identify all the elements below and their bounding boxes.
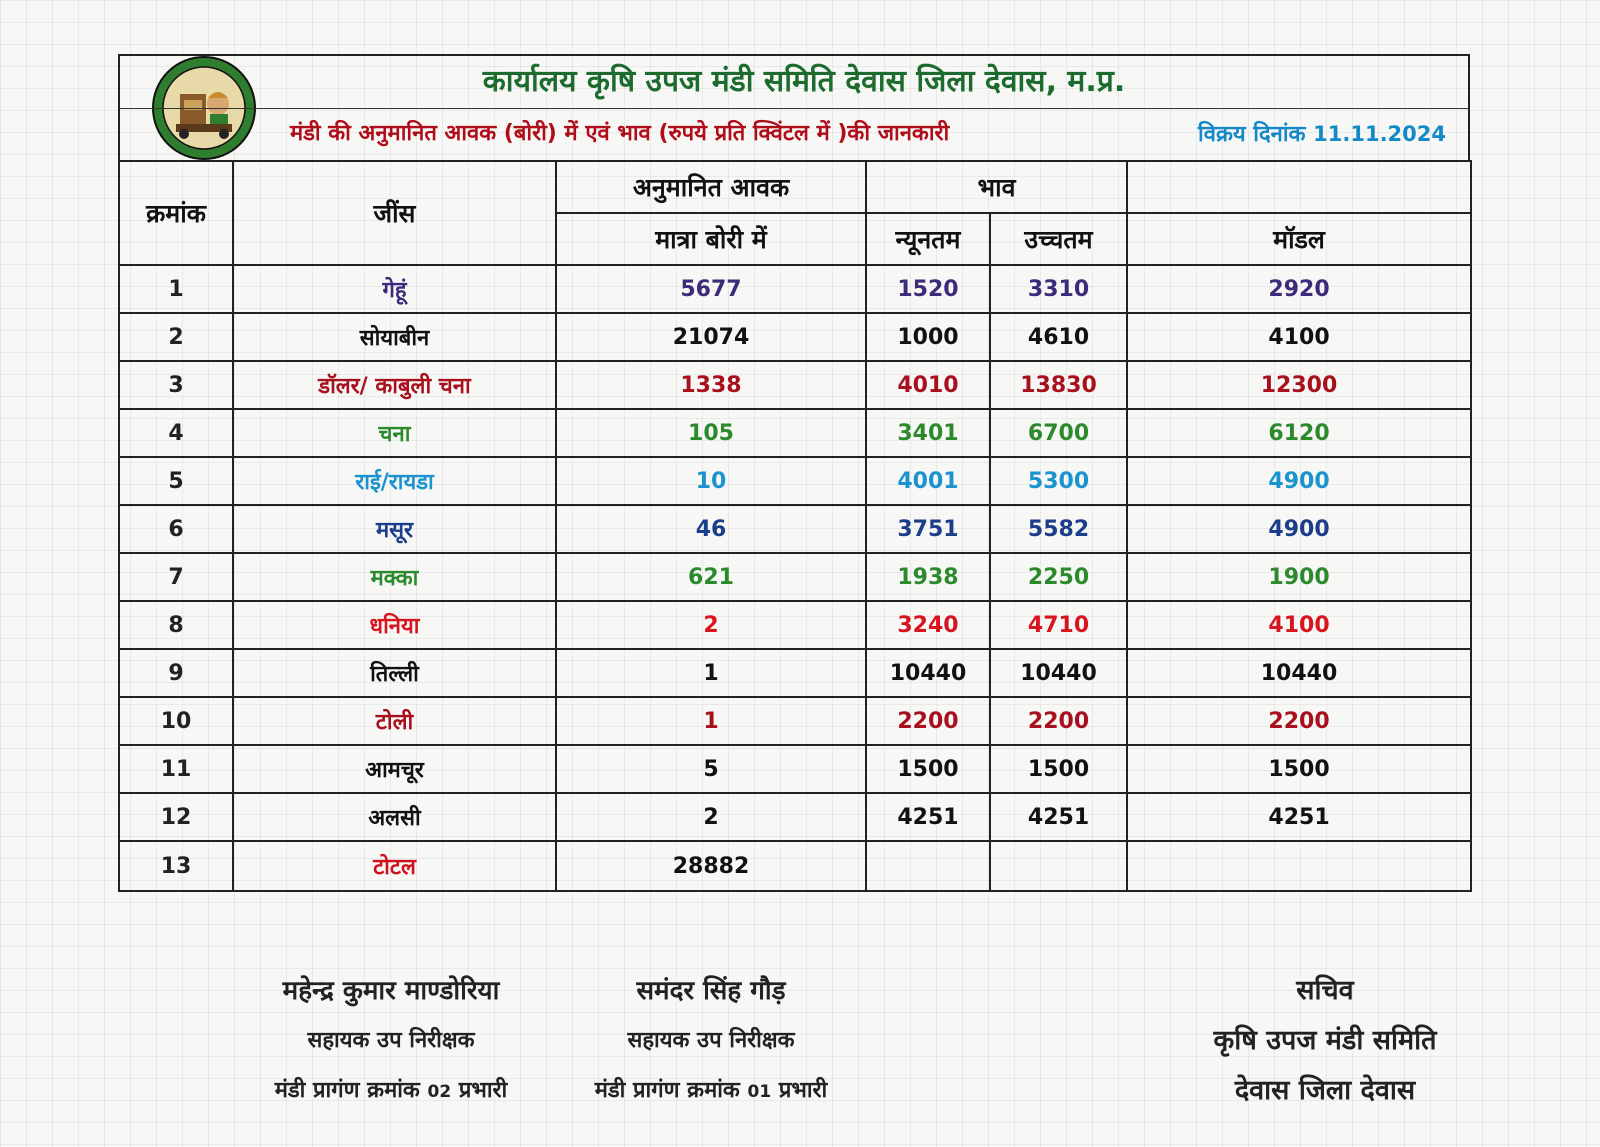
modal-price-cell: 12300 bbox=[1127, 361, 1471, 409]
serial-cell: 2 bbox=[119, 313, 233, 361]
arrival-cell: 46 bbox=[556, 505, 866, 553]
arrival-cell: 2 bbox=[556, 793, 866, 841]
max-price-cell: 3310 bbox=[990, 265, 1127, 313]
table-row bbox=[119, 265, 1471, 313]
serial-cell: 11 bbox=[119, 745, 233, 793]
commodity-cell: आमचूर bbox=[233, 745, 556, 793]
max-price-cell: 2200 bbox=[990, 697, 1127, 745]
total-arrivals: 28882 bbox=[556, 841, 866, 891]
total-serial: 13 bbox=[119, 841, 233, 891]
header-divider bbox=[120, 108, 1468, 109]
commodity-cell: मसूर bbox=[233, 505, 556, 553]
column-header-blank bbox=[1127, 161, 1471, 213]
arrival-cell: 1 bbox=[556, 649, 866, 697]
table-row bbox=[119, 697, 1471, 745]
max-price-cell: 2250 bbox=[990, 553, 1127, 601]
total-label: टोटल bbox=[233, 841, 556, 891]
modal-price-cell: 2920 bbox=[1127, 265, 1471, 313]
signatory-post bbox=[236, 1066, 546, 1116]
total-empty-cell bbox=[990, 841, 1127, 891]
modal-price-cell: 10440 bbox=[1127, 649, 1471, 697]
serial-cell: 9 bbox=[119, 649, 233, 697]
table-row bbox=[119, 601, 1471, 649]
total-empty-cell bbox=[1127, 841, 1471, 891]
arrival-cell: 1338 bbox=[556, 361, 866, 409]
min-price-cell: 3751 bbox=[866, 505, 990, 553]
serial-cell: 6 bbox=[119, 505, 233, 553]
max-price-cell: 1500 bbox=[990, 745, 1127, 793]
column-header-modal: मॉडल bbox=[1127, 213, 1471, 265]
post-number: 01 bbox=[747, 1082, 772, 1102]
commodity-cell: मक्का bbox=[233, 553, 556, 601]
serial-cell: 5 bbox=[119, 457, 233, 505]
table-row bbox=[119, 553, 1471, 601]
table-row bbox=[119, 745, 1471, 793]
post-number: 02 bbox=[427, 1082, 452, 1102]
arrival-cell: 5 bbox=[556, 745, 866, 793]
arrival-cell: 105 bbox=[556, 409, 866, 457]
table-row bbox=[119, 505, 1471, 553]
modal-price-cell: 4900 bbox=[1127, 457, 1471, 505]
commodity-cell: राई/रायडा bbox=[233, 457, 556, 505]
sheet-header bbox=[118, 54, 1470, 160]
commodity-rates-table bbox=[118, 160, 1472, 892]
signatory-post: देवास जिला देवास bbox=[1234, 1075, 1416, 1106]
signatory-name: समंदर सिंह गौड़ bbox=[636, 976, 786, 1006]
commodity-cell: सोयाबीन bbox=[233, 313, 556, 361]
max-price-cell: 13830 bbox=[990, 361, 1127, 409]
max-price-cell: 4251 bbox=[990, 793, 1127, 841]
min-price-cell: 4251 bbox=[866, 793, 990, 841]
post-suffix: प्रभारी bbox=[458, 1078, 508, 1103]
modal-price-cell: 4100 bbox=[1127, 313, 1471, 361]
min-price-cell: 4010 bbox=[866, 361, 990, 409]
commodity-cell: धनिया bbox=[233, 601, 556, 649]
total-row bbox=[119, 841, 1471, 891]
column-header-arrival-unit: मात्रा बोरी में bbox=[556, 213, 866, 265]
modal-price-cell: 2200 bbox=[1127, 697, 1471, 745]
sale-date bbox=[1198, 116, 1446, 152]
report-subtitle: मंडी की अनुमानित आवक (बोरी) में एवं भाव (रुपये प्रति क्विंटल में )की जानकारी bbox=[290, 121, 950, 146]
signatory-post bbox=[556, 1066, 866, 1116]
min-price-cell: 4001 bbox=[866, 457, 990, 505]
min-price-cell: 1000 bbox=[866, 313, 990, 361]
commodity-cell: अलसी bbox=[233, 793, 556, 841]
post-suffix: प्रभारी bbox=[778, 1078, 828, 1103]
column-header-max: उच्चतम bbox=[990, 213, 1127, 265]
max-price-cell: 10440 bbox=[990, 649, 1127, 697]
min-price-cell: 10440 bbox=[866, 649, 990, 697]
arrival-cell: 2 bbox=[556, 601, 866, 649]
column-header-price-group: भाव bbox=[866, 161, 1127, 213]
serial-cell: 4 bbox=[119, 409, 233, 457]
signature-block-secretary bbox=[1160, 966, 1490, 1116]
table-row bbox=[119, 457, 1471, 505]
signature-block-inspector-1 bbox=[236, 966, 546, 1116]
max-price-cell: 5300 bbox=[990, 457, 1127, 505]
signature-block-inspector-2 bbox=[556, 966, 866, 1116]
min-price-cell: 1500 bbox=[866, 745, 990, 793]
signatory-role: सहायक उप निरीक्षक bbox=[627, 1028, 795, 1053]
column-header-min: न्यूनतम bbox=[866, 213, 990, 265]
office-title: कार्यालय कृषि उपज मंडी समिति देवास जिला देवास, म.प्र. bbox=[482, 64, 1126, 99]
min-price-cell: 2200 bbox=[866, 697, 990, 745]
serial-cell: 12 bbox=[119, 793, 233, 841]
min-price-cell: 3401 bbox=[866, 409, 990, 457]
post-prefix: मंडी प्रागंण क्रमांक bbox=[274, 1078, 420, 1103]
column-header-commodity: जींस bbox=[233, 161, 556, 265]
table-row bbox=[119, 793, 1471, 841]
min-price-cell: 1938 bbox=[866, 553, 990, 601]
max-price-cell: 4610 bbox=[990, 313, 1127, 361]
table-row bbox=[119, 409, 1471, 457]
column-header-serial: क्रमांक bbox=[119, 161, 233, 265]
table-row bbox=[119, 313, 1471, 361]
serial-cell: 1 bbox=[119, 265, 233, 313]
max-price-cell: 6700 bbox=[990, 409, 1127, 457]
modal-price-cell: 6120 bbox=[1127, 409, 1471, 457]
modal-price-cell: 1900 bbox=[1127, 553, 1471, 601]
signatory-name: सचिव bbox=[1296, 975, 1354, 1006]
modal-price-cell: 4251 bbox=[1127, 793, 1471, 841]
modal-price-cell: 4900 bbox=[1127, 505, 1471, 553]
sale-date-label: विक्रय दिनांक bbox=[1198, 122, 1306, 147]
serial-cell: 3 bbox=[119, 361, 233, 409]
table-row bbox=[119, 649, 1471, 697]
signatory-role: सहायक उप निरीक्षक bbox=[307, 1028, 475, 1053]
serial-cell: 10 bbox=[119, 697, 233, 745]
max-price-cell: 4710 bbox=[990, 601, 1127, 649]
arrival-cell: 5677 bbox=[556, 265, 866, 313]
arrival-cell: 21074 bbox=[556, 313, 866, 361]
min-price-cell: 1520 bbox=[866, 265, 990, 313]
arrival-cell: 10 bbox=[556, 457, 866, 505]
arrival-cell: 621 bbox=[556, 553, 866, 601]
commodity-cell: तिल्ली bbox=[233, 649, 556, 697]
commodity-cell: डॉलर/ काबुली चना bbox=[233, 361, 556, 409]
rates-sheet bbox=[118, 54, 1470, 892]
column-header-arrival-group: अनुमानित आवक bbox=[556, 161, 866, 213]
max-price-cell: 5582 bbox=[990, 505, 1127, 553]
commodity-cell: चना bbox=[233, 409, 556, 457]
modal-price-cell: 1500 bbox=[1127, 745, 1471, 793]
commodity-cell: गेहूं bbox=[233, 265, 556, 313]
total-empty-cell bbox=[866, 841, 990, 891]
serial-cell: 7 bbox=[119, 553, 233, 601]
modal-price-cell: 4100 bbox=[1127, 601, 1471, 649]
post-prefix: मंडी प्रागंण क्रमांक bbox=[594, 1078, 740, 1103]
table-row bbox=[119, 361, 1471, 409]
signatory-name: महेन्द्र कुमार माण्डोरिया bbox=[282, 976, 500, 1006]
arrival-cell: 1 bbox=[556, 697, 866, 745]
commodity-cell: टोली bbox=[233, 697, 556, 745]
min-price-cell: 3240 bbox=[866, 601, 990, 649]
serial-cell: 8 bbox=[119, 601, 233, 649]
signatory-role: कृषि उपज मंडी समिति bbox=[1213, 1025, 1437, 1056]
sale-date-value: 11.11.2024 bbox=[1313, 122, 1446, 146]
